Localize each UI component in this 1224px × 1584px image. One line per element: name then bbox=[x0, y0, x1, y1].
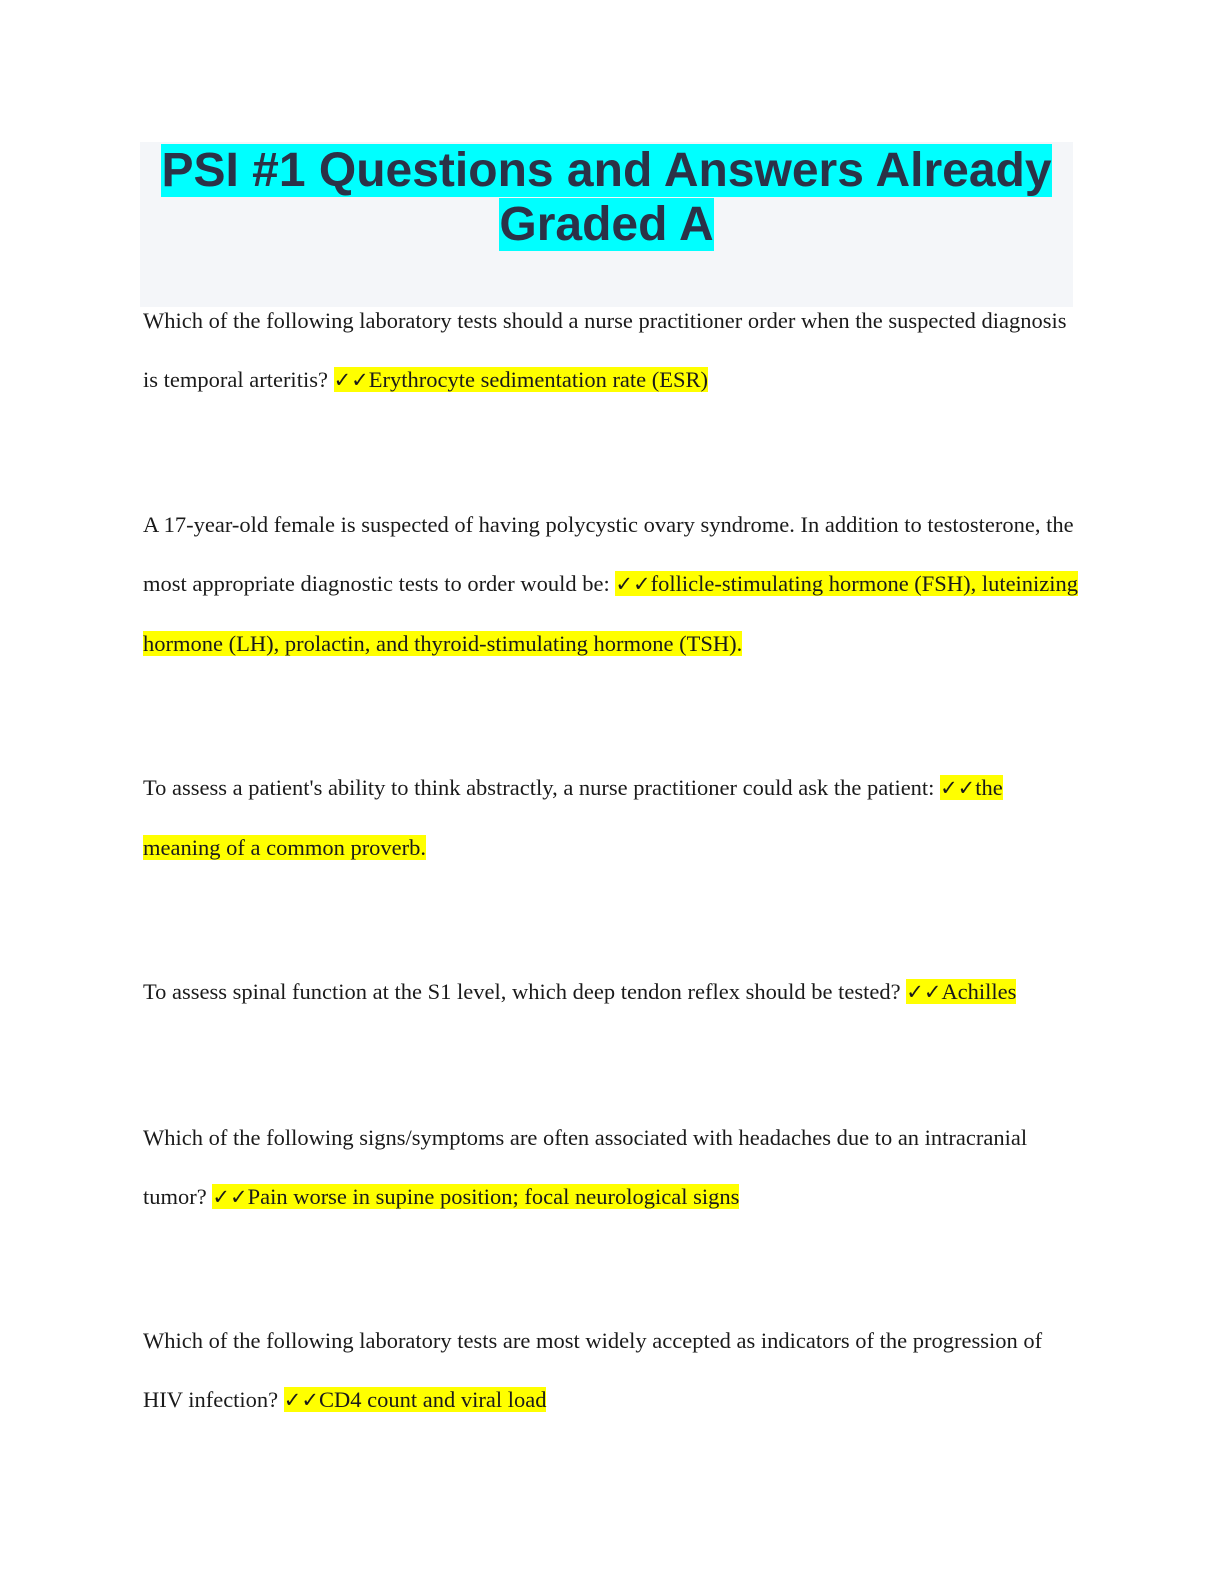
qa-item-2 bbox=[143, 495, 1083, 673]
answer-text: Pain worse in supine position; focal neurological signs bbox=[247, 1184, 740, 1209]
qa-item-4 bbox=[143, 962, 1083, 1022]
qa-item-3 bbox=[143, 758, 1083, 877]
question-text: Which of the following laboratory tests should a nurse practitioner order when the suspected diagnosis is temporal arteritis? bbox=[143, 308, 1067, 392]
question-text: Which of the following signs/symptoms are often associated with headaches due to an intracranial tumor? bbox=[143, 1125, 1028, 1209]
answer-text: Achilles bbox=[941, 979, 1017, 1004]
qa-item-5 bbox=[143, 1108, 1083, 1227]
title-block bbox=[140, 142, 1073, 307]
answer-highlight bbox=[284, 1387, 547, 1412]
check-mark-icon: ✓✓ bbox=[283, 1388, 319, 1412]
answer-text: follicle-stimulating hormone (FSH), luteinizing hormone (LH), prolactin, and thyroid-stimulating hormone (TSH). bbox=[143, 571, 1079, 656]
answer-text: CD4 count and viral load bbox=[319, 1387, 547, 1412]
answer-text: the meaning of a common proverb. bbox=[143, 775, 1003, 860]
document-title bbox=[140, 142, 1073, 252]
question-text: To assess a patient's ability to think abstractly, a nurse practitioner could ask the patient: bbox=[143, 775, 935, 800]
question-text: A 17-year-old female is suspected of having polycystic ovary syndrome. In addition to testosterone, the most appropriate diagnostic tests to order would be: bbox=[143, 512, 1074, 596]
check-mark-icon: ✓✓ bbox=[615, 572, 651, 596]
answer-highlight bbox=[906, 979, 1016, 1004]
check-mark-icon: ✓✓ bbox=[940, 776, 976, 800]
check-mark-icon: ✓✓ bbox=[906, 980, 942, 1004]
question-text: To assess spinal function at the S1 level, which deep tendon reflex should be tested? bbox=[143, 979, 901, 1004]
check-mark-icon: ✓✓ bbox=[212, 1185, 248, 1209]
qa-item-1 bbox=[143, 291, 1083, 410]
check-mark-icon: ✓✓ bbox=[333, 368, 369, 392]
answer-text: Erythrocyte sedimentation rate (ESR) bbox=[368, 367, 709, 392]
question-text: Which of the following laboratory tests are most widely accepted as indicators of the progression of HIV infection? bbox=[143, 1328, 1043, 1412]
qa-item-6 bbox=[143, 1311, 1083, 1430]
answer-highlight bbox=[334, 367, 708, 392]
answer-highlight bbox=[212, 1184, 739, 1209]
document-title-text: PSI #1 Questions and Answers Already Graded A bbox=[161, 144, 1052, 251]
